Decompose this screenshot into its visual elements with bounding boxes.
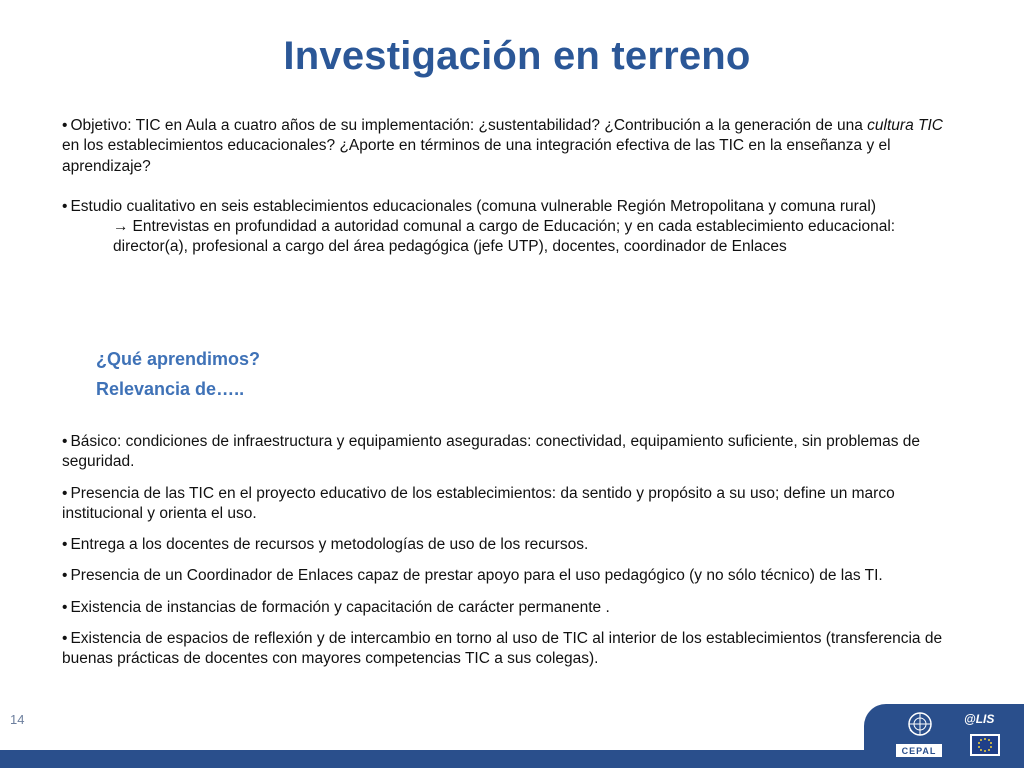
objective-bullet bbox=[62, 116, 952, 177]
study-subtext: Entrevistas en profundidad a autoridad comunal a cargo de Educación; y en cada establecimiento educacional: director(a), profesional a cargo del área pedagógica (jefe UTP), docentes, coordinador de Enlaces bbox=[113, 218, 896, 256]
finding-text: Entrega a los docentes de recursos y metodologías de uso de los recursos. bbox=[70, 536, 589, 554]
study-text: Estudio cualitativo en seis establecimientos educacionales (comuna vulnerable Región Metropolitana y comuna rural) bbox=[70, 197, 877, 215]
bullet-marker: • bbox=[62, 433, 68, 450]
bullet-marker: • bbox=[62, 567, 68, 585]
finding-item bbox=[62, 535, 952, 555]
bullet-marker: • bbox=[62, 630, 68, 648]
eu-flag-icon bbox=[970, 734, 1000, 756]
bullet-marker: • bbox=[62, 484, 68, 502]
study-bullet bbox=[62, 197, 952, 217]
objective-text-end: en los establecimientos educacionales? ¿Aporte en términos de una integración efectiva de las TIC en la enseñanza y el aprendizaje? bbox=[62, 137, 891, 175]
finding-text: Básico: condiciones de infraestructura y equipamiento aseguradas: conectividad, equipamiento suficiente, sin problemas de seguridad. bbox=[62, 433, 920, 471]
findings-list bbox=[62, 432, 952, 681]
finding-text: Existencia de espacios de reflexión y de intercambio en torno al uso de TIC al interior de los establecimientos (transferencia de buenas prácticas de docentes con mayores competencias TIC a sus colegas). bbox=[62, 630, 943, 668]
finding-item bbox=[62, 629, 952, 670]
un-emblem-icon bbox=[906, 710, 934, 738]
finding-text: Existencia de instancias de formación y capacitación de carácter permanente . bbox=[70, 598, 610, 616]
finding-text: Presencia de un Coordinador de Enlaces capaz de prestar apoyo para el uso pedagógico (y no sólo técnico) de las TI. bbox=[70, 567, 883, 585]
bullet-marker: • bbox=[62, 598, 68, 616]
arrow-icon: → bbox=[113, 218, 129, 236]
bullet-marker: • bbox=[62, 197, 68, 215]
bullet-marker: • bbox=[62, 536, 68, 554]
page-number: 14 bbox=[10, 712, 25, 727]
finding-item bbox=[62, 598, 952, 618]
atlis-logo: @LIS bbox=[964, 712, 995, 726]
cepal-logo: CEPAL bbox=[896, 744, 942, 757]
question-relevance: Relevancia de….. bbox=[96, 379, 245, 399]
study-subbullet bbox=[113, 217, 952, 258]
slide-title: Investigación en terreno bbox=[283, 34, 751, 78]
objective-italic: cultura TIC bbox=[867, 117, 943, 134]
objective-text-start: Objetivo: TIC en Aula a cuatro años de su implementación: ¿sustentabilidad? ¿Contribución a la generación de una bbox=[70, 117, 868, 134]
finding-item bbox=[62, 484, 952, 525]
bullet-marker: • bbox=[62, 117, 68, 134]
finding-item bbox=[62, 566, 952, 586]
finding-item bbox=[62, 432, 952, 473]
intro-section bbox=[62, 116, 952, 258]
question-learned: ¿Qué aprendimos? bbox=[96, 349, 261, 369]
learned-heading bbox=[96, 344, 260, 404]
finding-text: Presencia de las TIC en el proyecto educativo de los establecimientos: da sentido y propósito a su uso; define un marco institucional y orienta el uso. bbox=[62, 484, 895, 522]
